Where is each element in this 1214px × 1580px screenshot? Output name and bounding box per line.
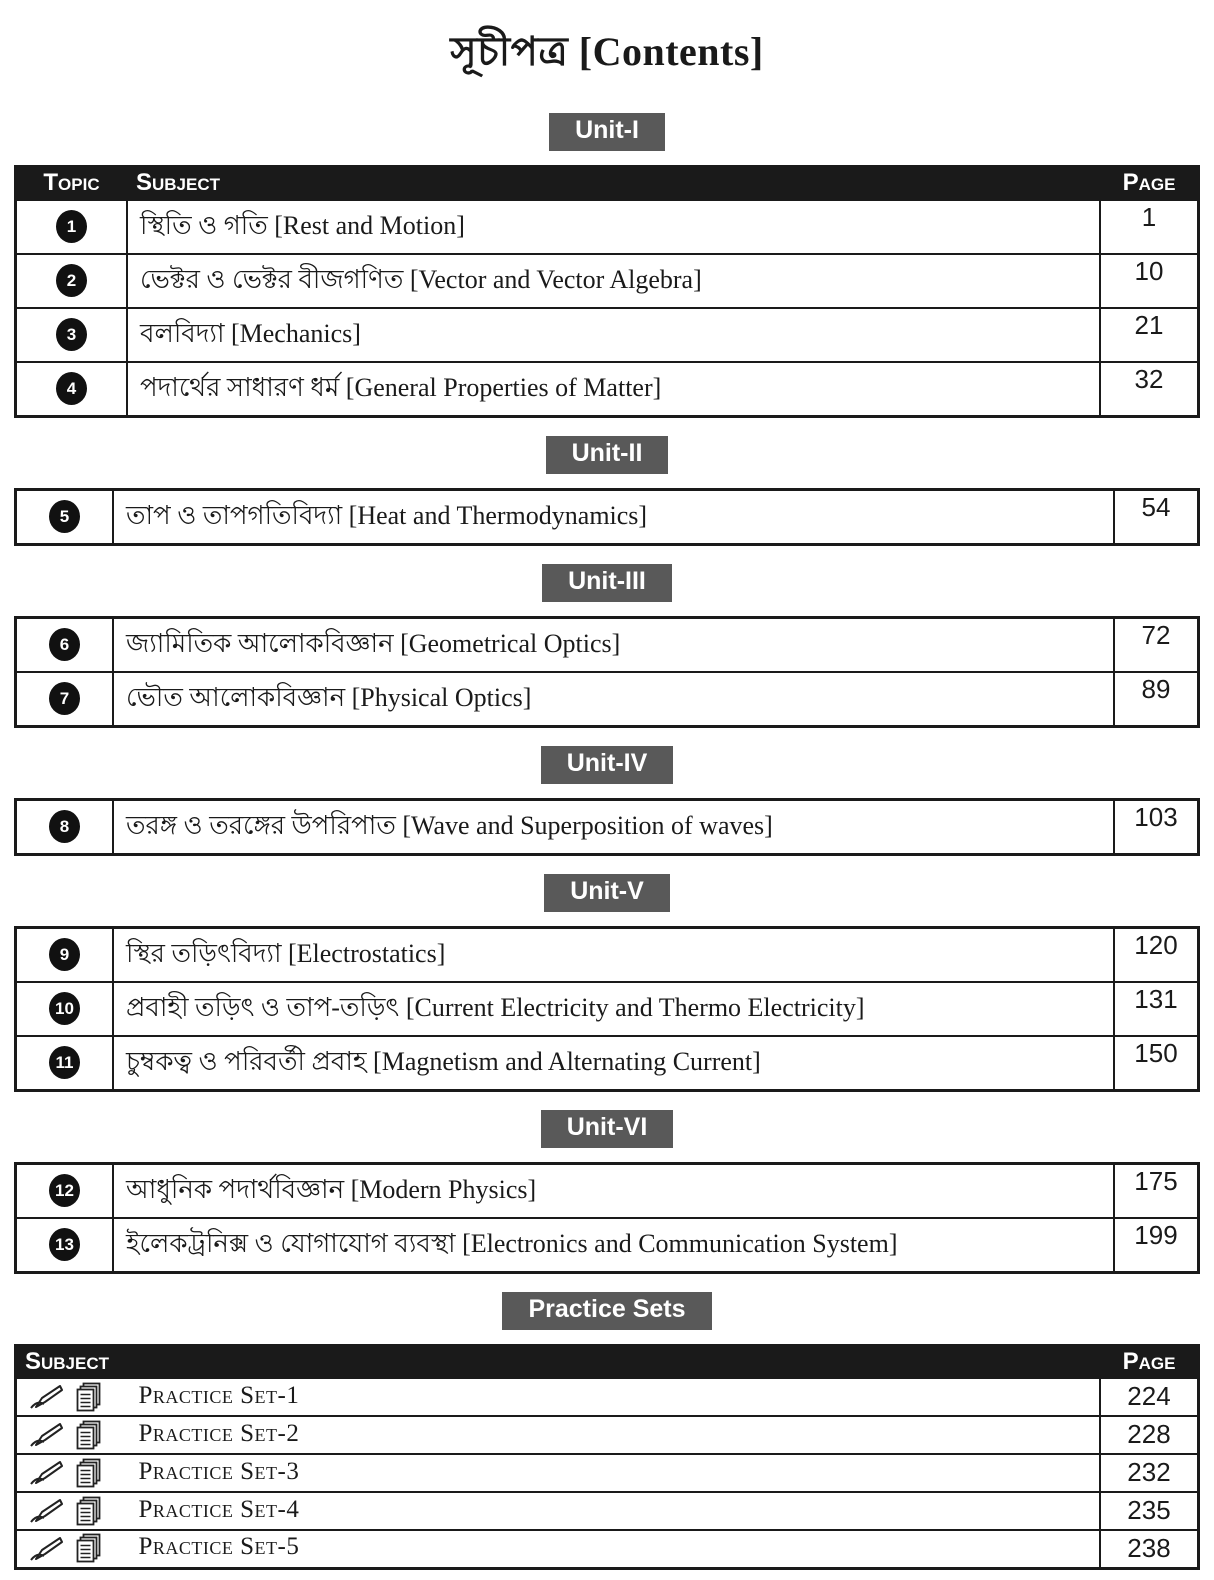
page-number: 54 [1114, 489, 1199, 544]
unit-1-badge: Unit-I [549, 113, 665, 151]
table-row [16, 1378, 1199, 1416]
subject-cell: চুম্বকত্ব ও পরিবর্তী প্রবাহ [Magnetism and Alternating Current] [113, 1036, 1114, 1091]
practice-set-label: Practice Set-5 [138, 1533, 300, 1561]
page-number: 224 [1100, 1378, 1199, 1416]
page-number: 228 [1100, 1416, 1199, 1454]
table-row [16, 362, 1199, 417]
unit-2-table [14, 488, 1200, 546]
topic-column-header: Topic [16, 167, 128, 200]
unit-5-badge: Unit-V [544, 874, 670, 912]
topic-number-badge: 13 [49, 1228, 80, 1261]
subject-cell: বলবিদ্যা [Mechanics] [127, 308, 1100, 362]
subject-cell: আধুনিক পদার্থবিজ্ঞান [Modern Physics] [113, 1163, 1114, 1218]
page-number: 131 [1114, 982, 1199, 1036]
table-row [16, 1163, 1199, 1218]
page-column-header: Page [1100, 167, 1199, 200]
page-number: 10 [1100, 254, 1199, 308]
page-number: 103 [1114, 799, 1199, 854]
page-number: 235 [1100, 1492, 1199, 1530]
subject-cell: তাপ ও তাপগতিবিদ্যা [Heat and Thermodynamics] [113, 489, 1114, 544]
table-header-row [16, 167, 1199, 200]
table-row [16, 1492, 1199, 1530]
practice-sets-table [14, 1344, 1200, 1570]
practice-sets-badge: Practice Sets [502, 1292, 711, 1330]
subject-cell: পদার্থের সাধারণ ধর্ম [General Properties of Matter] [127, 362, 1100, 417]
subject-cell: স্থিতি ও গতি [Rest and Motion] [127, 200, 1100, 254]
topic-number-badge: 6 [49, 628, 80, 661]
topic-number-badge: 10 [49, 992, 80, 1025]
document-stack-icon [74, 1458, 102, 1489]
writing-pen-icon [29, 1497, 63, 1525]
topic-number-badge: 9 [49, 938, 80, 971]
practice-set-label: Practice Set-4 [138, 1495, 300, 1523]
table-row [16, 254, 1199, 308]
writing-pen-icon [29, 1459, 63, 1487]
table-row [16, 1454, 1199, 1492]
practice-set-label: Practice Set-3 [138, 1457, 300, 1485]
page-number: 1 [1100, 200, 1199, 254]
unit-4-badge: Unit-IV [541, 746, 674, 784]
page-number: 120 [1114, 927, 1199, 982]
unit-1-table [14, 165, 1200, 418]
practice-set-label: Practice Set-2 [138, 1419, 300, 1447]
table-row [16, 982, 1199, 1036]
table-row [16, 1036, 1199, 1091]
table-row [16, 1218, 1199, 1273]
unit-3-table [14, 616, 1200, 728]
unit-3-badge: Unit-III [542, 564, 672, 602]
table-row [16, 672, 1199, 727]
table-row [16, 1416, 1199, 1454]
subject-cell: তরঙ্গ ও তরঙ্গের উপরিপাত [Wave and Superposition of waves] [113, 799, 1114, 854]
table-row [16, 1530, 1199, 1568]
subject-cell: জ্যামিতিক আলোকবিজ্ঞান [Geometrical Optics] [113, 617, 1114, 672]
practice-set-label: Practice Set-1 [138, 1381, 300, 1409]
topic-number-badge: 5 [49, 500, 80, 533]
topic-number-badge: 11 [49, 1046, 80, 1079]
page-number: 89 [1114, 672, 1199, 727]
table-header-row [16, 1345, 1199, 1378]
subject-cell: ইলেকট্রনিক্স ও যোগাযোগ ব্যবস্থা [Electronics and Communication System] [113, 1218, 1114, 1273]
unit-4-table [14, 798, 1200, 856]
topic-number-badge: 8 [49, 810, 80, 843]
unit-6-table [14, 1162, 1200, 1274]
subject-cell: ভৌত আলোকবিজ্ঞান [Physical Optics] [113, 672, 1114, 727]
topic-number-badge: 2 [56, 264, 87, 297]
document-stack-icon [74, 1420, 102, 1451]
topic-number-badge: 4 [56, 372, 87, 405]
unit-6-badge: Unit-VI [541, 1110, 674, 1148]
table-row [16, 200, 1199, 254]
table-row [16, 489, 1199, 544]
writing-pen-icon [29, 1383, 63, 1411]
subject-column-header: Subject [16, 1345, 1101, 1378]
document-stack-icon [74, 1382, 102, 1413]
topic-number-badge: 3 [56, 318, 87, 351]
unit-2-badge: Unit-II [546, 436, 669, 474]
topic-number-badge: 7 [49, 682, 80, 715]
document-stack-icon [74, 1496, 102, 1527]
page-title: সূচীপত্র [Contents] [450, 29, 764, 74]
subject-column-header: Subject [127, 167, 1100, 200]
table-row [16, 799, 1199, 854]
page-number: 72 [1114, 617, 1199, 672]
table-row [16, 617, 1199, 672]
page-number: 232 [1100, 1454, 1199, 1492]
page-column-header: Page [1100, 1345, 1199, 1378]
page-number: 21 [1100, 308, 1199, 362]
subject-cell: ভেক্টর ও ভেক্টর বীজগণিত [Vector and Vector Algebra] [127, 254, 1100, 308]
table-row [16, 927, 1199, 982]
page-number: 199 [1114, 1218, 1199, 1273]
page-number: 175 [1114, 1163, 1199, 1218]
page-number: 150 [1114, 1036, 1199, 1091]
subject-cell: প্রবাহী তড়িৎ ও তাপ-তড়িৎ [Current Electricity and Thermo Electricity] [113, 982, 1114, 1036]
writing-pen-icon [29, 1535, 63, 1563]
page-number: 32 [1100, 362, 1199, 417]
topic-number-badge: 12 [49, 1174, 80, 1207]
topic-number-badge: 1 [56, 210, 87, 243]
subject-cell: স্থির তড়িৎবিদ্যা [Electrostatics] [113, 927, 1114, 982]
document-stack-icon [74, 1533, 102, 1564]
page-number: 238 [1100, 1530, 1199, 1568]
unit-5-table [14, 926, 1200, 1092]
table-row [16, 308, 1199, 362]
